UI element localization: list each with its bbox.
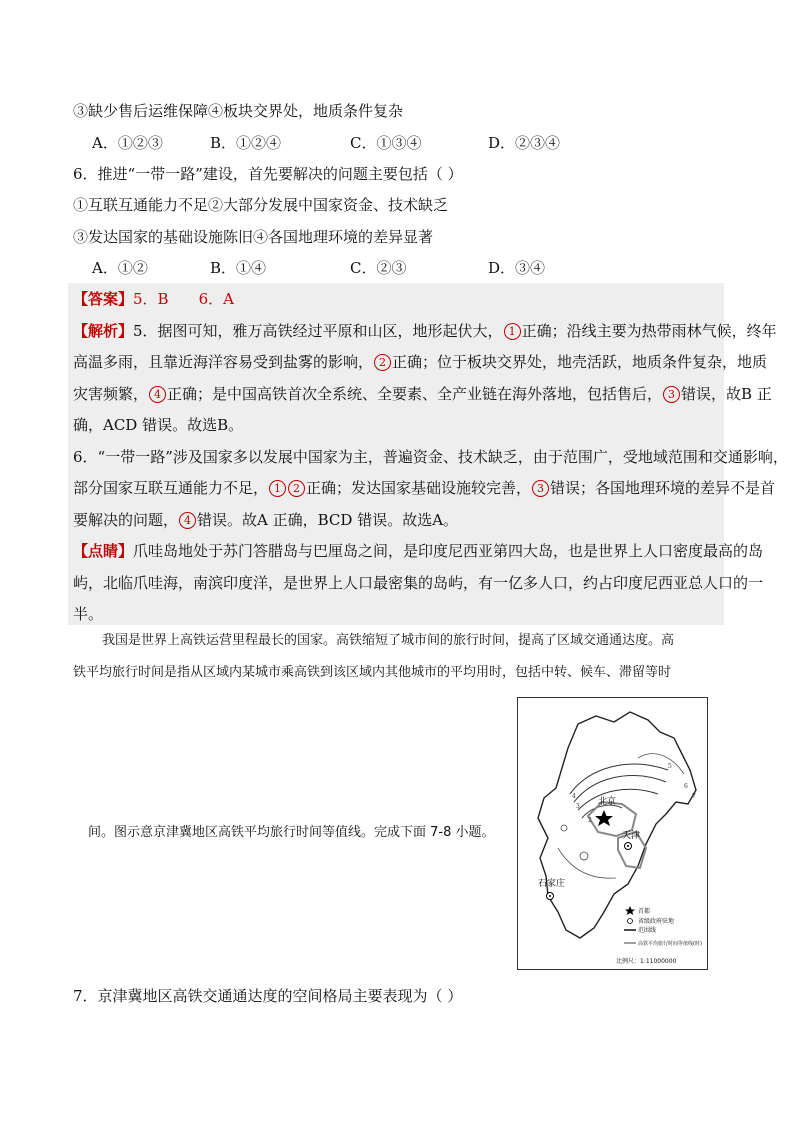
circled-number: 1: [269, 480, 286, 497]
iso-label: 7: [692, 793, 696, 800]
circled-number: 2: [288, 480, 305, 497]
tip-line-3: 半。: [73, 605, 104, 623]
region-boundary: [538, 712, 696, 938]
q6-option-d[interactable]: D．③④: [488, 259, 546, 277]
label-beijing: 北京: [598, 797, 617, 807]
province-capital-dot: [549, 895, 551, 897]
legend-boundary: 范围线: [638, 927, 657, 934]
analysis-line-4: 确，ACD 错误。故选B。: [73, 416, 244, 434]
map-legend: [616, 906, 702, 965]
material-line-2: 铁平均旅行时间是指从区域内某城市乘高铁到该区域内其他城市的平均用时，包括中转、候车、滞留等时: [73, 665, 672, 680]
lake-icon: [580, 852, 588, 860]
iso-label: 3: [576, 803, 580, 810]
q6-option-c[interactable]: C．②③: [350, 259, 407, 277]
circled-number: 4: [149, 386, 166, 403]
q6-option-b[interactable]: B．①④: [210, 259, 267, 277]
jingjinji-isochrone-map: [517, 697, 708, 970]
answer-analysis-box: [68, 283, 788, 625]
map-scale: 比例尺：1:11000000: [616, 958, 677, 965]
answer-line: [73, 289, 234, 309]
q5-option-c[interactable]: C．①③④: [350, 134, 422, 152]
legend-capital: 首都: [638, 908, 651, 915]
analysis-q6-line-3: 要解决的问题， 4 错误。故A 正确，BCD 错误。故选A。: [73, 511, 459, 529]
map-svg: [518, 698, 707, 969]
analysis-line-3: 灾害频繁， 4 正确；是中国高铁首次全系统、全要素、全产业链在海外落地，包括售后， 3 错误，故B 正: [73, 385, 772, 403]
q5-option-d[interactable]: D．②③④: [488, 134, 561, 152]
q5-option-b[interactable]: B．①②④: [210, 134, 282, 152]
legend-star-icon: [625, 906, 635, 915]
iso-label: 6: [684, 783, 688, 790]
tip-line-2: 屿，北临爪哇海，南滨印度洋，是世界上人口最密集的岛屿，有一亿多人口，约占印度尼西亚总人口的一: [73, 574, 764, 592]
label-shijiazhuang: 石家庄: [538, 879, 566, 889]
q5-options: [92, 133, 560, 153]
circled-number: 4: [179, 512, 196, 529]
q6-statement-1: ①互联互通能力不足②大部分发展中国家资金、技术缺乏: [73, 196, 449, 214]
q5-statement-line: ③缺少售后运维保障④板块交界处，地质条件复杂: [73, 102, 404, 120]
tip-tag: 【点睛】: [73, 542, 134, 560]
analysis-line-1: 【解析】5．据图可知，雅万高铁经过平原和山区，地形起伏大， 1 正确；沿线主要为热带雨林气候，终年: [73, 322, 777, 340]
answer-tag: 【答案】: [73, 290, 134, 308]
legend-province: 省级政府驻地: [638, 918, 675, 925]
circled-number: 1: [504, 323, 521, 340]
legend-iso: 高铁平均旅行时间等值线(时): [638, 941, 702, 947]
q6-options: [92, 258, 545, 278]
analysis-line-2: 高温多雨，且靠近海洋容易受到盐雾的影响， 2 正确；位于板块交界处，地壳活跃，地质条件复杂，地质: [73, 353, 768, 371]
iso-label: 2: [588, 817, 592, 824]
answer-text: 5．B 6．A: [133, 290, 234, 308]
label-tianjin: 天津: [622, 831, 641, 841]
circled-number: 3: [663, 386, 680, 403]
analysis-tag: 【解析】: [73, 322, 134, 340]
q6-stem: 6．推进“一带一路”建设，首先要解决的问题主要包括（ ）: [73, 165, 463, 183]
q6-option-a[interactable]: A．①②: [92, 259, 148, 277]
circled-number: 2: [374, 354, 391, 371]
analysis-q6-line-1: 6．“一带一路”涉及国家多以发展中国家为主，普遍资金、技术缺乏，由于范围广，受地域范围和交通影响，: [73, 448, 788, 466]
q7-stem: 7．京津冀地区高铁交通通达度的空间格局主要表现为（ ）: [73, 987, 463, 1005]
material-line-3: 间。图示意京津冀地区高铁平均旅行时间等值线。完成下面 7-8 小题。: [88, 825, 495, 840]
q5-option-a[interactable]: A．①②③: [92, 134, 163, 152]
material-line-1: 我国是世界上高铁运营里程最长的国家。高铁缩短了城市间的旅行时间，提高了区域交通通达度。高: [102, 633, 675, 648]
q6-statement-2: ③发达国家的基础设施陈旧④各国地理环境的差异显著: [73, 228, 434, 246]
analysis-q6-line-2: 部分国家互联互通能力不足， 1 2 正确；发达国家基础设施较完善， 3 错误；各国地理环境的差异不是首: [73, 479, 776, 497]
province-capital-dot: [627, 845, 629, 847]
iso-label: 4: [572, 793, 576, 800]
iso-label: 5: [668, 763, 672, 770]
tip-line-1: 【点睛】爪哇岛地处于苏门答腊岛与巴厘岛之间，是印度尼西亚第四大岛，也是世界上人口密度最高的岛: [73, 542, 764, 560]
circled-number: 3: [532, 480, 549, 497]
legend-province-icon: [628, 919, 633, 924]
lake-icon: [561, 825, 567, 831]
